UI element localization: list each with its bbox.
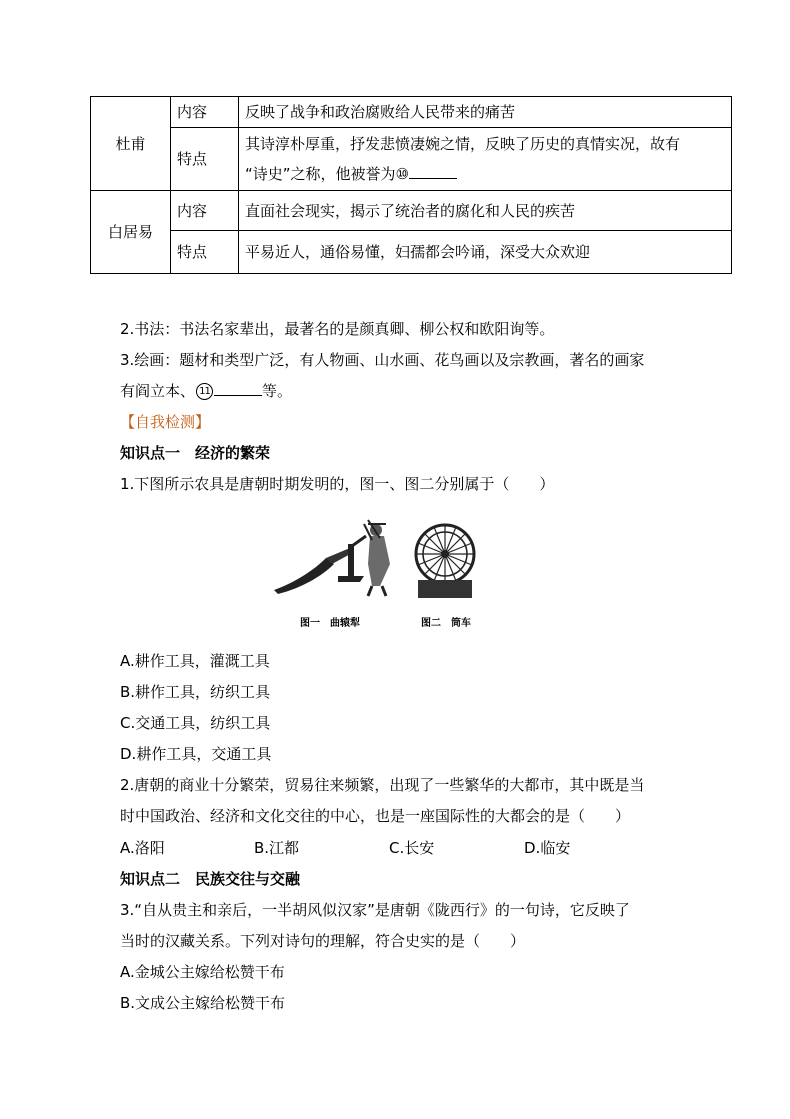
row-label: 特点: [171, 128, 239, 191]
q2-option-d: D.临安: [524, 839, 571, 857]
figure-1-caption: 图一 曲辕犁: [300, 618, 360, 629]
row-text-line1: 其诗淳朴厚重，抒发悲愤凄婉之情，反映了历史的真情实况，故有: [245, 135, 681, 153]
row-label: 内容: [171, 97, 239, 128]
q1-option-a: A.耕作工具，灌溉工具: [120, 652, 270, 670]
row-text: 反映了战争和政治腐败给人民带来的痛苦: [239, 97, 732, 128]
question-3-stem-line1: 3.“自从贵主和亲后，一半胡风似汉家”是唐朝《陇西行》的一句诗，它反映了: [120, 901, 630, 919]
water-wheel-illustration: [412, 520, 478, 600]
curved-plough-illustration: [268, 516, 408, 598]
fill-blank: [214, 381, 262, 396]
q2-option-c: C.长安: [389, 839, 435, 857]
q3-option-a: A.金城公主嫁给松赞干布: [120, 963, 285, 981]
q2-option-b: B.江都: [254, 839, 300, 857]
para-calligraphy: 2.书法：书法名家辈出，最著名的是颜真卿、柳公权和欧阳询等。: [120, 320, 555, 338]
q1-option-d: D.耕作工具，交通工具: [120, 745, 272, 763]
row-label: 内容: [171, 191, 239, 231]
para-painting-line1: 3.绘画：题材和类型广泛，有人物画、山水画、花鸟画以及宗教画，著名的画家: [120, 351, 645, 369]
row-label: 特点: [171, 231, 239, 274]
row-text: 直面社会现实，揭示了统治者的腐化和人民的疾苦: [239, 191, 732, 231]
section-title-1: 知识点一 经济的繁荣: [120, 444, 271, 462]
poet-name-dufu: 杜甫: [91, 97, 171, 191]
q3-option-b: B.文成公主嫁给松赞干布: [120, 994, 286, 1012]
poet-name-baijuyi: 白居易: [91, 191, 171, 274]
q1-option-b: B.耕作工具，纺织工具: [120, 683, 271, 701]
question-2-stem-line2: 时中国政治、经济和文化交往的中心，也是一座国际性的大都会的是（ ）: [120, 807, 631, 825]
fill-blank: [409, 164, 457, 179]
question-1-stem: 1.下图所示农具是唐朝时期发明的，图一、图二分别属于（ ）: [120, 475, 555, 493]
para-painting-end: 等。: [262, 382, 293, 400]
q2-option-a: A.洛阳: [120, 839, 165, 857]
para-painting-text: 有阎立本、: [120, 382, 196, 400]
question-2-stem-line1: 2.唐朝的商业十分繁荣，贸易往来频繁，出现了一些繁华的大都市，其中既是当: [120, 776, 645, 794]
row-text-line2: [245, 159, 725, 189]
question-3-stem-line2: 当时的汉藏关系。下列对诗句的理解，符合史实的是（ ）: [120, 932, 526, 950]
row-text-multiline: [239, 128, 732, 191]
row-text-line2-text: “诗史”之称，他被誉为: [245, 165, 396, 183]
blank-marker: 11: [196, 383, 213, 400]
self-check-heading: 【自我检测】: [120, 413, 211, 431]
figure-2-caption: 图二 筒车: [421, 618, 471, 629]
blank-marker: ⑩: [395, 165, 409, 183]
row-text: 平易近人，通俗易懂，妇孺都会吟诵，深受大众欢迎: [239, 231, 732, 274]
para-painting-line2: [120, 381, 292, 401]
q1-option-c: C.交通工具，纺织工具: [120, 714, 271, 732]
section-title-2: 知识点二 民族交往与交融: [120, 870, 301, 888]
poet-table: [90, 96, 732, 274]
